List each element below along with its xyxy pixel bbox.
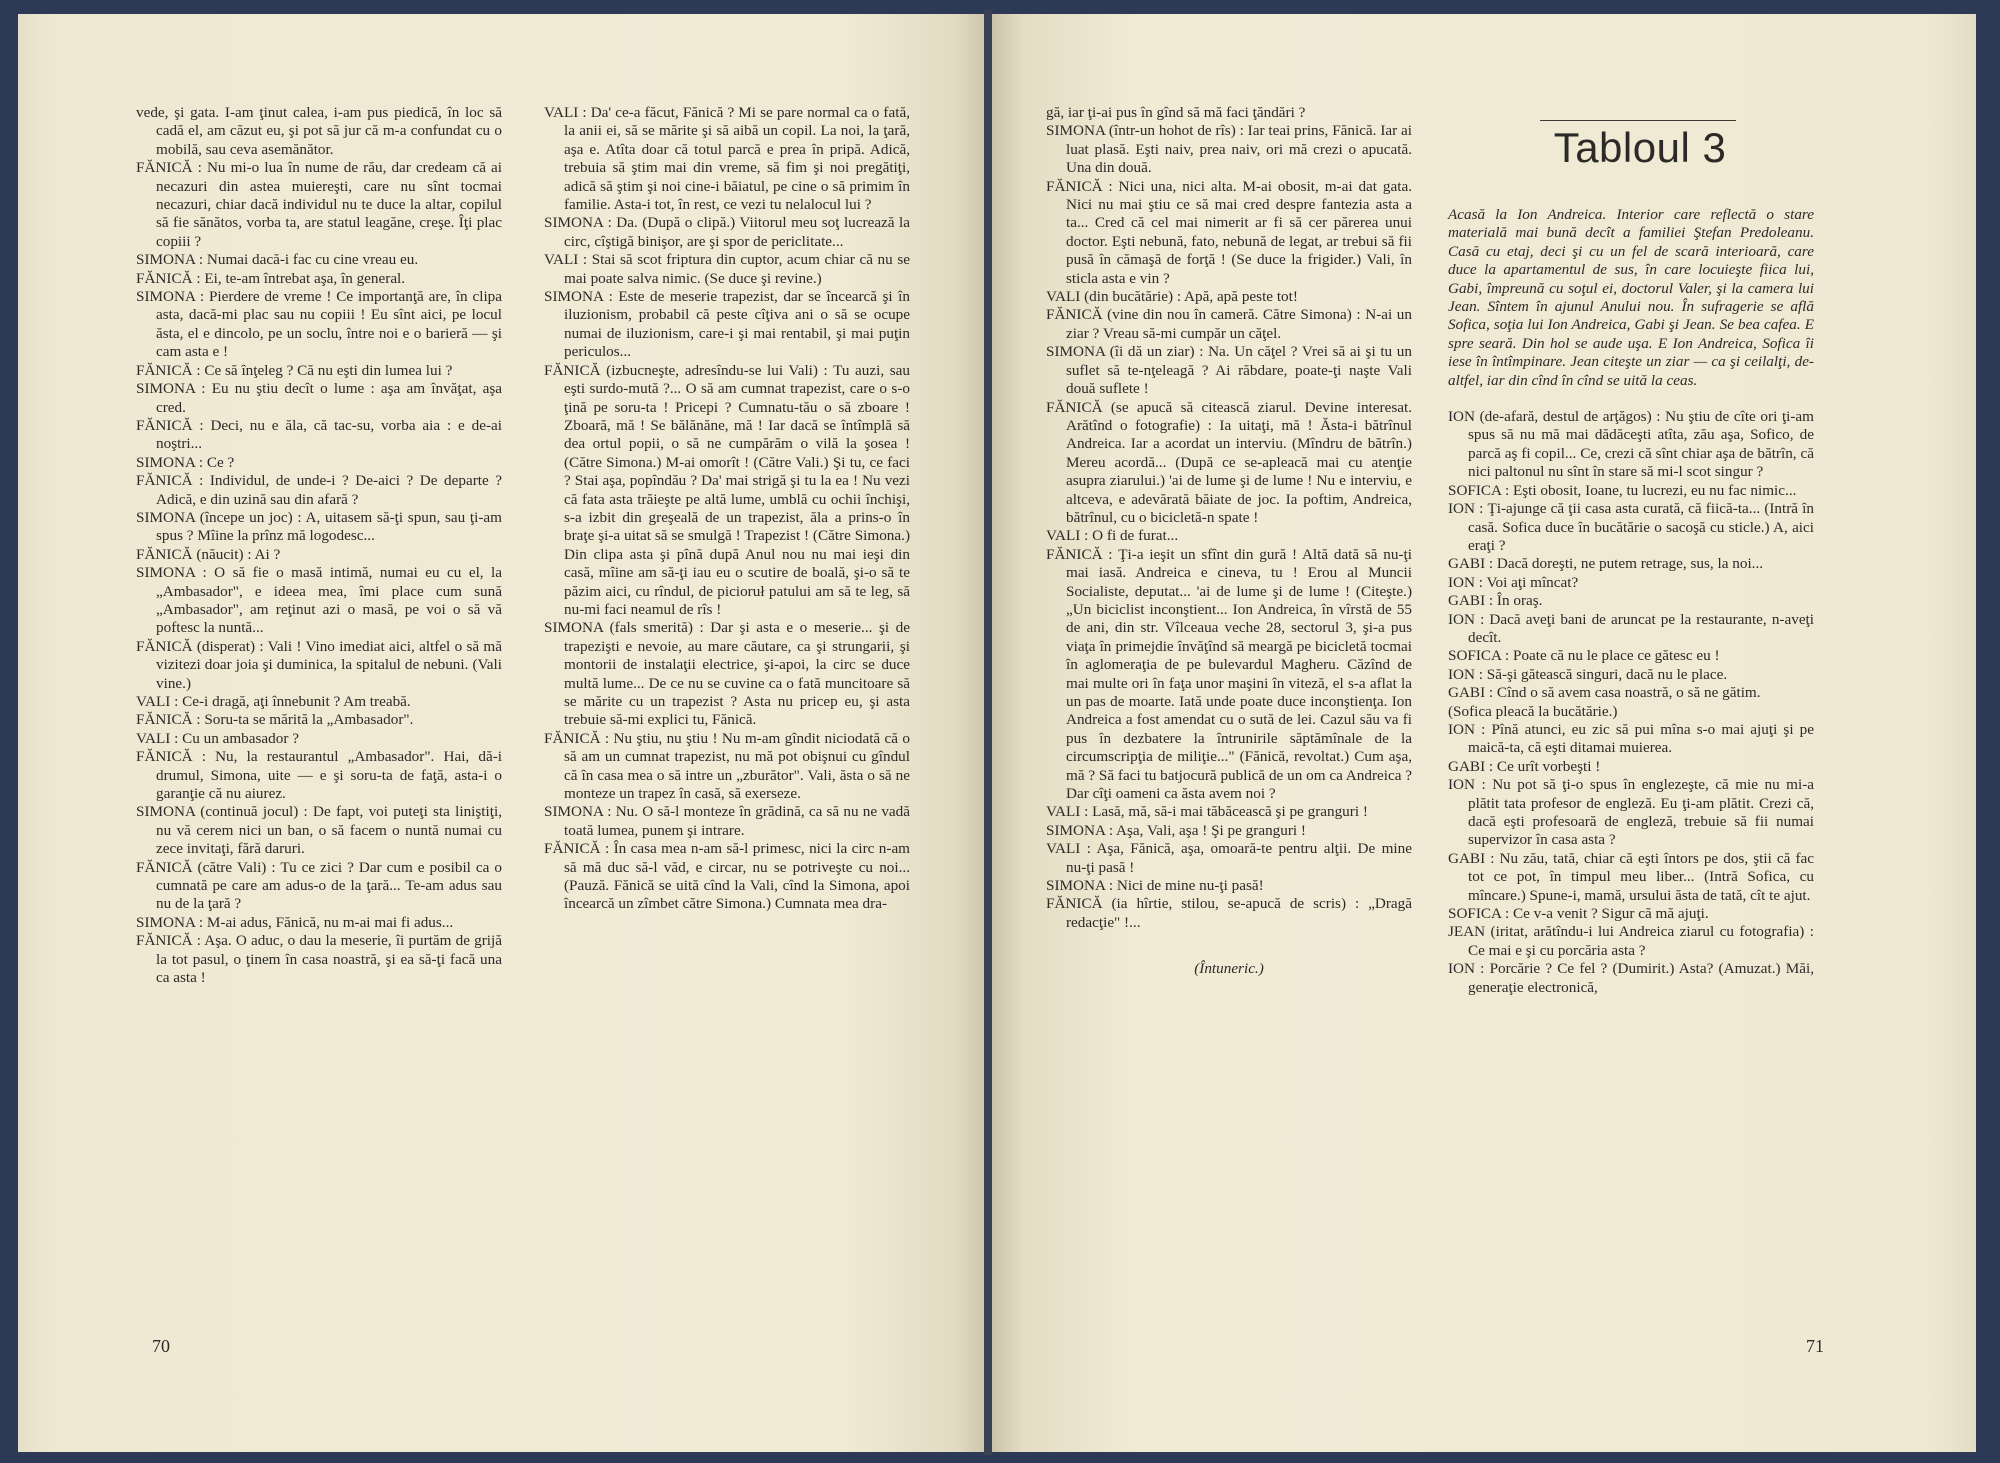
dialogue-line: VALI : O fi de furat... <box>1046 527 1179 545</box>
dialogue-line: GABI : Dacă doreşti, ne putem retrage, sus, la noi... <box>1448 555 1764 573</box>
dialogue-line: SIMONA : Nu. O să-l monteze în grădină, ca să nu ne vadă toată lumea, punem şi intrare. <box>544 803 910 839</box>
dialogue-line: SIMONA : Este de meserie trapezist, dar se încearcă şi în iluzionism, probabil că peste cîţiva ani o să se ocupe numai de iluzionism, care-i şi mai rentabil, şi mai puţin periculos... <box>544 288 910 361</box>
dialogue-line: FĂNICĂ : Individul, de unde-i ? De-aici ? De departe ? Adică, e din uzină sau din afară ? <box>136 472 502 508</box>
dialogue-line: VALI : Lasă, mă, să-i mai tăbăcească şi pe granguri ! <box>1046 803 1368 821</box>
dialogue-line: FĂNICĂ : Aşa. O aduc, o dau la meserie, îi purtăm de grijă la tot pasul, o ţinem în casa noastră, şi ea să-ţi facă una ca asta ! <box>136 932 502 987</box>
dialogue-line: FĂNICĂ : Nu, la restaurantul „Ambasador". Hai, dă-i drumul, Simona, uite — e şi soru-ta de faţă, asta-i o garanţie că nu aiurez. <box>136 748 502 803</box>
dialogue-line: FĂNICĂ (năucit) : Ai ? <box>136 545 281 563</box>
dialogue-line: SIMONA : Da. (După o clipă.) Viitorul meu soţ lucrează la circ, cîştigă binişor, are şi spor de periclitate... <box>544 214 910 250</box>
dialogue-line: GABI : Ce urît vorbeşti ! <box>1448 757 1601 775</box>
page-number-left: 70 <box>152 1336 170 1356</box>
dialogue-line: SIMONA (într-un hohot de rîs) : Iar teai prins, Fănică. Iar ai luat plasă. Eşti naiv, prea naiv, ori mă crezi o apucată. Una din două. <box>1046 122 1412 177</box>
dialogue-line: FĂNICĂ (ia hîrtie, stilou, se-apucă de scris) : „Dragă redacţie" !... <box>1046 895 1412 931</box>
dialogue-line: FĂNICĂ (vine din nou în cameră. Către Simona) : N-ai un ziar ? Vreau să-mi cumpăr un căţel. <box>1046 306 1412 342</box>
dialogue-line: GABI : Cînd o să avem casa noastră, o să ne gătim. <box>1448 684 1761 702</box>
dialogue-line: ION : Să-şi gătească singuri, dacă nu le place. <box>1448 665 1728 683</box>
left-page-column-2 <box>544 104 910 914</box>
dialogue-line: FĂNICĂ : Deci, nu e ăla, că tac-su, vorba aia : e de-ai noştri... <box>136 416 502 453</box>
dialogue-line: FĂNICĂ : Nici una, nici alta. M-ai obosit, m-ai dat gata. Nici nu mai ştiu ce să mai cred despre fantezia asta a ta... Cred că cel mai nimerit ar fi să cer părerea unui doctor. Eşti nebună, fato, nebună de legat, ar trebui să fii pusă în cămaşă de forţă ! (Se duce la frigider.) Vali, în sticla asta e vin ? <box>1046 177 1412 287</box>
dialogue-line: VALI : Da' ce-a făcut, Fănică ? Mi se pare normal ca o fată, la anii ei, să se mărite şi să aibă un copil. La noi, la ţară, aşa e. Atîta doar că totul parcă e prea în pripă. Adică, trebuia să ştim mai din vreme, să fim şi noi pregătiţi, adică să ştim şi noi cine-i băiatul, pe cine o să primim în familie. Asta-i tot, în rest, ce vezi tu nelalocul lui ? <box>544 104 910 214</box>
left-page-column-1 <box>136 104 502 988</box>
dialogue-line: FĂNICĂ : În casa mea n-am să-l primesc, nici la circ n-am să mă duc să-l văd, e circar, nu se potriveşte cu noi... (Pauză. Fănică se uită cînd la Vali, cînd la Simona, apoi încearcă un zîmbet către Simona.) Cumnata mea dra- <box>544 840 910 913</box>
dialogue-line: FĂNICĂ : Ce să înţeleg ? Că nu eşti din lumea lui ? <box>136 361 453 379</box>
dialogue-line: SIMONA : M-ai adus, Fănică, nu m-ai mai fi adus... <box>136 913 454 931</box>
dialogue-line: VALI : Cu un ambasador ? <box>136 729 299 747</box>
dialogue-line: VALI (din bucătărie) : Apă, apă peste tot! <box>1046 288 1298 306</box>
dialogue-line: SIMONA (continuă jocul) : De fapt, voi puteţi sta liniştiţi, nu vă cerem nici un ban, o să facem o nuntă numai cu zece invitaţi, fără daruri. <box>136 803 502 858</box>
heading-rule <box>1540 120 1736 121</box>
dialogue-line: ION : Nu pot să ţi-o spus în englezeşte, că mie nu mi-a plătit tata profesor de engleză. Eu ţi-am plătit. Crezi că, dacă eşti profesoară de engleză, trebuie să fii numai supervizor în casa asta ? <box>1448 776 1814 849</box>
dialogue-line: ION : Pînă atunci, eu zic să pui mîna s-o mai ajuţi şi pe maică-ta, că eşti ditamai muierea. <box>1448 720 1814 757</box>
dialogue-line: ION : Voi aţi mîncat? <box>1448 573 1579 591</box>
dialogue-line: FĂNICĂ (disperat) : Vali ! Vino imediat aici, altfel o să mă vizitezi doar joia şi duminica, la spitalul de nebuni. (Vali vine.) <box>136 637 502 692</box>
dialogue-line: GABI : În oraş. <box>1448 592 1543 610</box>
darkness-stage-direction: (Întuneric.) <box>1194 960 1264 978</box>
scene-stage-direction: Acasă la Ion Andreica. Interior care reflectă o stare materială mai bună decît a familiei Ştefan Predoleanu. Casă cu etaj, deci şi cu un fel de scară interioară, care duce la apartamentul de sus, în care locuieşte fiica lui, Gabi, împreună cu soţul ei, doctorul Valer, şi la camera lui Jean. Sîntem în ajunul Anului nou. În sufragerie se află Sofica, soţia lui Ion Andreica, Gabi şi Jean. Se bea cafea. E spre seară. Din hol se aude uşa. E Ion Andreica, Sofica îi iese în întîmpinare. Jean citeşte un ziar — ca şi ceilalţi, de-altfel, iar din cînd în cînd se uită la ceas. <box>1448 206 1814 389</box>
dialogue-line: gă, iar ţi-ai pus în gînd să mă faci ţăndări ? <box>1046 104 1306 121</box>
dialogue-line: (Sofica pleacă la bucătărie.) <box>1448 702 1618 720</box>
right-page-column-1 <box>1046 104 1412 979</box>
dialogue-line: SIMONA (începe un joc) : A, uitasem să-ţi spun, sau ţi-am spus ? Mîine la prînz mă logodesc... <box>136 508 502 545</box>
dialogue-line: ION : Dacă aveţi bani de aruncat pe la restaurante, n-aveţi decît. <box>1448 610 1814 646</box>
page-number-right: 71 <box>1806 1336 1824 1356</box>
dialogue-line: SOFICA : Ce v-a venit ? Sigur că mă ajuţi. <box>1448 905 1709 923</box>
dialogue-line: SIMONA (îi dă un ziar) : Na. Un căţel ? Vrei să ai şi tu un suflet să te-nţeleagă ? Ai răbdare, poate-ţi naşte Vali două suflete ! <box>1046 343 1412 398</box>
dialogue-line: SIMONA : Ce ? <box>136 453 235 471</box>
dialogue-line: FĂNICĂ (izbucneşte, adresîndu-se lui Vali) : Tu auzi, sau eşti surdo-mută ?... O să am cumnat trapezist, care o s-o ţină pe soru-ta ! Pricepi ? Cumnatu-tău o să zboare ! Zboară, mă ! Se bălănăne, mă ! Iar dacă se întîmplă să dea ortul popii, o să ne cumpărăm o vilă la şosea ! (Către Simona.) M-ai omorît ! (Către Vali.) Şi tu, ce faci ? Stai aşa, popîndău ? Da' mai strigă şi tu la ea ! Nu vezi că fata asta trăieşte pe altă lume, umblă cu ochii închişi, s-a izbit din greşeală de un trapezist, ăla a prins-o în braţe şi-a uitat să se smulgă ! Trapezist ! (Către Simona.) Din clipa asta şi pînă după Anul nou nu mai ieşi din casă, mîine am să-ţi iau eu o scutire de boală, şi-o să te păzim aici, cu rîndul, de picioruł patului am să te leg, să nu-mi faci neamul de rîs ! <box>544 361 910 618</box>
dialogue-line: SIMONA : Nici de mine nu-ţi pasă! <box>1046 877 1264 895</box>
dialogue-line: SOFICA : Poate că nu le place ce gătesc eu ! <box>1448 647 1720 665</box>
dialogue-line: FĂNICĂ (către Vali) : Tu ce zici ? Dar cum e posibil ca o cumnată pe care am adus-o de la ţară... Te-am adus sau nu de la ţară ? <box>136 858 502 913</box>
dialogue-line: FĂNICĂ : Ţi-a ieşit un sfînt din gură ! Altă dată să nu-ţi mai iasă. Andreica e cineva, tu ! Erou al Muncii Socialiste, deputat... 'ai de lume şi de lume ! (Citeşte.) „Un biciclist inconştient... Ion Andreica, în vîrstă de 55 de ani, din str. Vîlceaua veche 28, sectorul 3, şi-a pus viaţa în primejdie învăţînd să meargă pe bicicletă tocmai în aglomeraţia de pe bulevardul Magheru. Căzînd de mai multe ori în faţa unor maşini în viteză, el s-a aflat la un pas de moarte. Iată unde poate duce inconştienţa. Ion Andreica a fost amendat cu o sută de lei. Cazul său va fi pus în dezbatere la întrunirile săptămînale de la circumscripţia de miliţie..." (Fănică, revoltat.) Cum aşa, mă ? Să faci tu batjocură publică de un om ca Andreica ? Dar cîţi oameni ca ăsta avem noi ? <box>1046 545 1412 803</box>
dialogue-line: SIMONA : Eu nu ştiu decît o lume : aşa am învăţat, aşa cred. <box>136 380 502 416</box>
dialogue-line: ION (de-afară, destul de arţăgos) : Nu ştiu de cîte ori ţi-am spus să nu mă mai dădăceşti atîta, zău aşa, Sofico, de parcă aş fi copil... Ce, crezi că sînt chiar aşa de bătrîn, că nici paltonul nu sînt în stare să mi-l scot singur ? <box>1448 408 1814 481</box>
dialogue-line: SOFICA : Eşti obosit, Ioane, tu lucrezi, eu nu fac nimic... <box>1448 481 1797 499</box>
dialogue-line: SIMONA : O să fie o masă intimă, numai eu cu el, la „Ambasador", e ideea mea, îmi place cum sună „Ambasador", am reţinut azi o masă, pe voi o să vă poftesc la nuntă... <box>136 564 502 637</box>
dialogue-line: FĂNICĂ (se apucă să citească ziarul. Devine interesat. Arătînd o fotografie) : Ia uitaţi, mă ! Ăsta-i bătrînul Andreica. Iar a acordat un interviu. (Mîndru de bătrîn.) Mereu acordă... (După ce se-apleacă mai cu atenţie asupra ziarului.) 'ai de lume şi de lume ! Nu e interviu, e altceva, e adevărată băiate de joc. Ia poftim, Andreica, bătrînul, cu o bicicletă-n spate ! <box>1046 398 1412 526</box>
dialogue-line: FĂNICĂ : Soru-ta se mărită la „Ambasador". <box>136 711 414 729</box>
dialogue-line: FĂNICĂ : Nu ştiu, nu ştiu ! Nu m-am gîndit niciodată că o să am un cumnat trapezist, nu mă pot obişnui cu gîndul că în casa mea o să intre un „zburător". Vali, ăsta o să ne monteze un trapez în casă, să exerseze. <box>544 729 910 803</box>
dialogue-line: vede, şi gata. I-am ţinut calea, i-am pus piedică, în loc să cadă el, am căzut eu, şi pot să jur că m-a confundat cu o mobilă, sau ceva asemănător. <box>136 104 502 158</box>
dialogue-line: SIMONA (fals smerită) : Dar şi asta e o meserie... şi de trapezişti e nevoie, au mare căutare, ca şi strungarii, şi montorii de instalaţii electrice, şi-apoi, la circ se duce multă lume... De ce nu se cuvine ca o fată muncitoare să se mărite cu un trapezist ? Asta nu pricep eu, şi asta trebuie să-mi explici tu, Fănică. <box>544 619 910 729</box>
dialogue-line: ION : Ţi-ajunge că ţii casa asta curată, că fiică-ta... (Intră în casă. Sofica duce în bucătărie o sacoşă cu sticle.) A, aici eraţi ? <box>1448 500 1814 554</box>
dialogue-line: SIMONA : Numai dacă-i fac cu cine vreau eu. <box>136 251 419 269</box>
dialogue-line: VALI : Aşa, Fănică, aşa, omoară-te pentru alţii. De mine nu-ţi pasă ! <box>1046 840 1412 876</box>
dialogue-line: ION : Porcărie ? Ce fel ? (Dumirit.) Asta? (Amuzat.) Măi, generaţie electronică, <box>1448 960 1814 996</box>
book-gutter <box>984 10 992 1455</box>
dialogue-line: FĂNICĂ : Ei, te-am întrebat aşa, în general. <box>136 269 406 287</box>
right-page-column-2 <box>1448 206 1814 997</box>
dialogue-line: GABI : Nu zău, tată, chiar că eşti întors pe dos, ştii că fac tot ce pot, în timpul meu liber... (Intră Sofica, cu mîncare.) Spune-i, mamă, ursului ăsta de tată, cît te ajut. <box>1448 849 1814 904</box>
dialogue-line: SIMONA : Pierdere de vreme ! Ce importanţă are, în clipa asta, dacă-mi plac sau nu copiii ! Eu sînt aici, pe locul ăsta, el e dincolo, pe un soclu, între noi e o barieră — şi cam asta e ! <box>136 288 502 361</box>
dialogue-line: VALI : Ce-i dragă, aţi înnebunit ? Am treabă. <box>136 693 411 710</box>
dialogue-line: FĂNICĂ : Nu mi-o lua în nume de rău, dar credeam că ai necazuri din astea muiereşti, care nu sînt tocmai necazuri, chiar dacă individul nu te duce la altar, copilul să fie sănătos, vorba ta, are statul leagăne, creşe. Îţi plac copiii ? <box>136 159 502 250</box>
dialogue-line: VALI : Stai să scot friptura din cuptor, acum chiar că nu se mai poate salva nimic. (Se duce şi revine.) <box>544 251 910 287</box>
dialogue-line: SIMONA : Aşa, Vali, aşa ! Şi pe granguri ! <box>1046 821 1306 839</box>
dialogue-line: JEAN (iritat, arătîndu-i lui Andreica ziarul cu fotografia) : Ce mai e şi cu porcăria asta ? <box>1448 923 1814 959</box>
scene-heading: Tabloul 3 <box>1553 124 1727 171</box>
